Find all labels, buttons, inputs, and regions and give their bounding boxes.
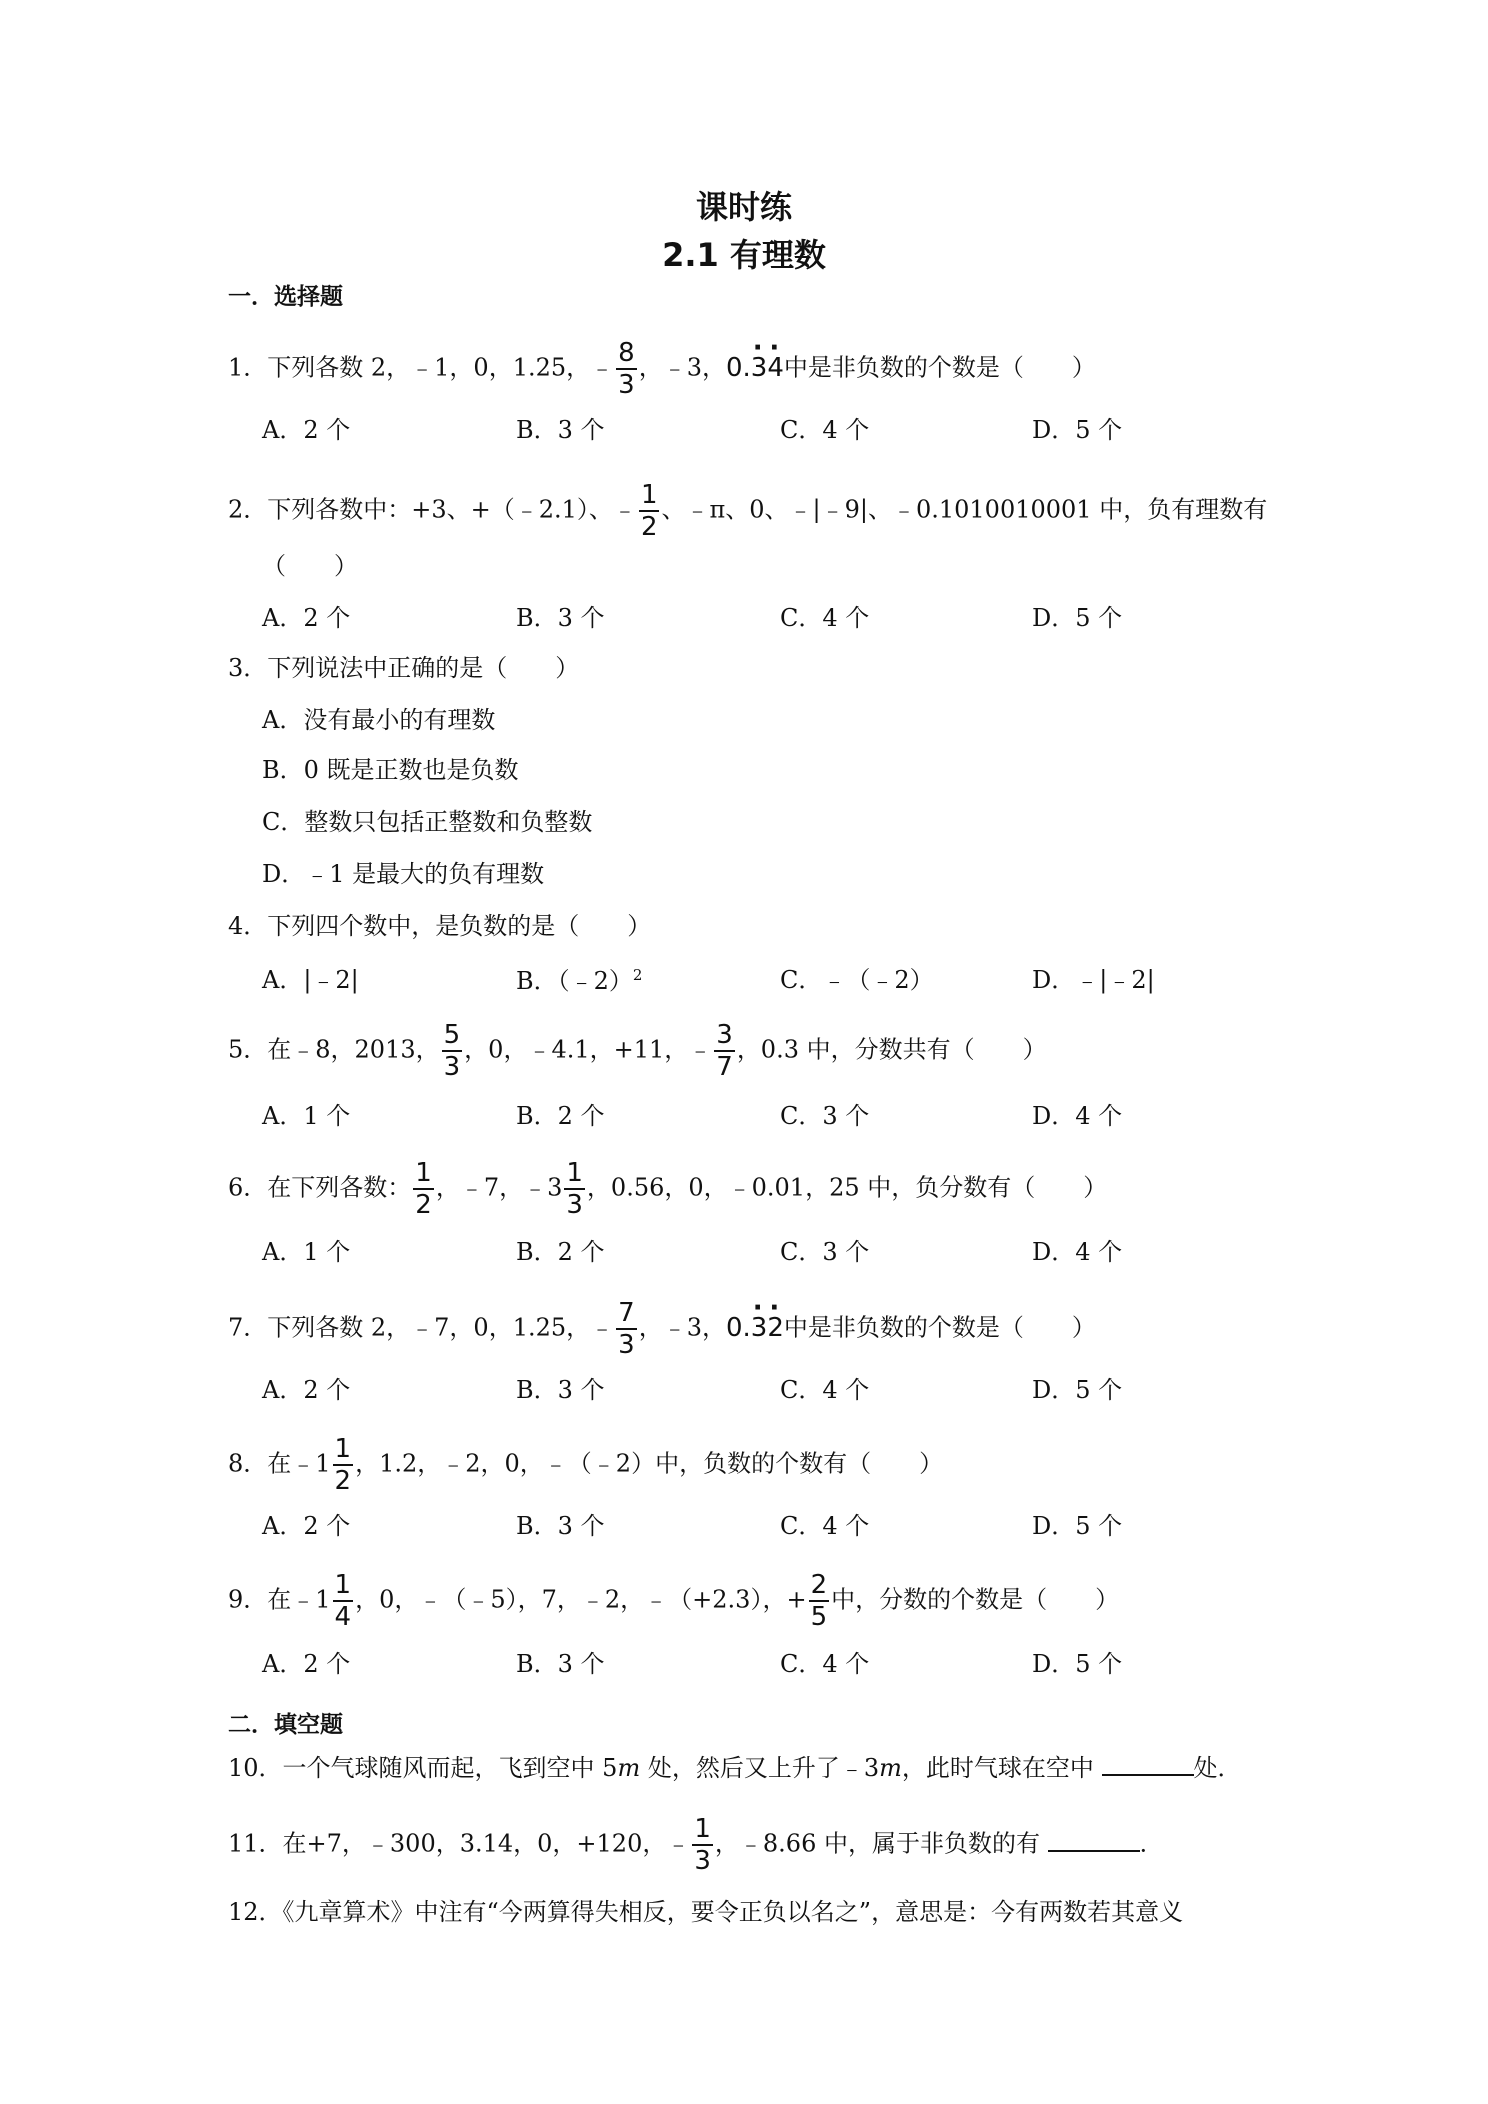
- fraction: $\frac{3}{7}$: [716, 1020, 733, 1082]
- option-c: C．4 个: [780, 1512, 870, 1540]
- section-heading-choice: 一．选择题: [228, 284, 343, 310]
- option-c: C．4 个: [780, 1650, 870, 1678]
- fraction: $\frac{8}{3}$: [618, 338, 635, 400]
- option-c: C．3 个: [780, 1238, 870, 1266]
- answer-blank: [1102, 1774, 1194, 1776]
- option-b: B．3 个: [516, 1376, 605, 1404]
- question-12: 12．《九章算术》中注有“今两算得失相反，要令正负以名之”，意思是：今有两数若其意义: [228, 1898, 1184, 1926]
- question-8: 8．在﹣1 $\frac{1}{2}$ ，1.2，﹣2，0，﹣（﹣2）中，负数的个数有（ ）: [228, 1434, 944, 1496]
- question-11: 11．在+7，﹣300，3.14，0，+120，﹣ $\frac{1}{3}$ ，﹣8.66 中，属于非负数的有 ．: [228, 1814, 1164, 1876]
- option-d: D．4 个: [1032, 1102, 1123, 1130]
- option-b: B．3 个: [516, 1650, 605, 1678]
- question-6: 6．在下列各数： $\frac{1}{2}$ ，﹣7，﹣3 $\frac{1}{3}$ ，0.56，0，﹣0.01，25 中，负分数有（ ）: [228, 1158, 1108, 1220]
- page-title: 课时练: [695, 188, 792, 226]
- option-c: C．整数只包括正整数和负整数: [262, 808, 593, 836]
- option-a: A．2 个: [262, 604, 351, 632]
- option-b: B．2 个: [516, 1102, 605, 1130]
- option-d: D．5 个: [1032, 416, 1123, 444]
- question-1: 1．下列各数 2，﹣1，0，1.25，﹣ $\frac{8}{3}$ ，﹣3，0.· 3· 4中是非负数的个数是（ ）: [228, 340, 1096, 398]
- option-c: C．﹣（﹣2）: [780, 966, 934, 994]
- fraction: $\frac{1}{4}$: [334, 1570, 352, 1632]
- option-a: A．没有最小的有理数: [262, 706, 496, 734]
- question-3: 3．下列说法中正确的是（ ）: [228, 654, 580, 682]
- option-c: C．4 个: [780, 1376, 870, 1404]
- answer-blank: [1048, 1850, 1140, 1852]
- fraction: $\frac{1}{2}$: [640, 480, 658, 542]
- question-2-paren: （ ）: [262, 552, 358, 580]
- option-c: C．4 个: [780, 604, 870, 632]
- option-a: A．1 个: [262, 1238, 351, 1266]
- section-heading-fill: 二．填空题: [228, 1712, 343, 1738]
- option-a: A．2 个: [262, 416, 351, 444]
- option-d: D．4 个: [1032, 1238, 1123, 1266]
- option-a: A．|﹣2|: [262, 966, 359, 994]
- fraction: $\frac{1}{3}$: [694, 1814, 711, 1876]
- option-a: A．1 个: [262, 1102, 351, 1130]
- question-4: 4．下列四个数中，是负数的是（ ）: [228, 912, 652, 940]
- fraction: $\frac{2}{5}$: [810, 1570, 828, 1632]
- page-subtitle: 2.1 有理数: [662, 236, 826, 274]
- option-b: B．3 个: [516, 416, 605, 444]
- fraction: $\frac{1}{2}$: [334, 1434, 352, 1496]
- question-9: 9．在﹣1 $\frac{1}{4}$ ，0，﹣（﹣5），7，﹣2，﹣（+2.3），+ $\frac{2}{5}$ 中，分数的个数是（ ）: [228, 1570, 1120, 1632]
- option-b: B．2 个: [516, 1238, 605, 1266]
- repeating-decimal: 0.· 3· 2: [726, 1313, 784, 1343]
- fraction: $\frac{7}{3}$: [618, 1298, 635, 1360]
- option-d: D．5 个: [1032, 1376, 1123, 1404]
- repeating-decimal: 0.· 3· 4: [726, 353, 784, 383]
- option-d: D．5 个: [1032, 604, 1123, 632]
- option-c: C．3 个: [780, 1102, 870, 1130]
- question-7: 7．下列各数 2，﹣7，0，1.25，﹣ $\frac{7}{3}$ ，﹣3，0.· 3· 2中是非负数的个数是（ ）: [228, 1300, 1096, 1358]
- option-d: D．﹣1 是最大的负有理数: [262, 860, 545, 888]
- option-a: A．2 个: [262, 1512, 351, 1540]
- fraction: $\frac{1}{3}$: [566, 1158, 583, 1220]
- option-b: B．0 既是正数也是负数: [262, 756, 519, 784]
- question-10: 10．一个气球随风而起，飞到空中 5m 处，然后又上升了﹣3m，此时气球在空中 处．: [228, 1754, 1242, 1782]
- option-d: D．5 个: [1032, 1512, 1123, 1540]
- fraction: $\frac{1}{2}$: [415, 1158, 432, 1220]
- option-d: D．5 个: [1032, 1650, 1123, 1678]
- option-a: A．2 个: [262, 1376, 351, 1404]
- option-b: B．（﹣2）$^2$: [516, 966, 643, 995]
- fraction: $\frac{5}{3}$: [443, 1020, 461, 1082]
- option-b: B．3 个: [516, 1512, 605, 1540]
- option-a: A．2 个: [262, 1650, 351, 1678]
- option-d: D．﹣|﹣2|: [1032, 966, 1155, 994]
- question-2: 2．下列各数中：+3、+（﹣2.1）、﹣ $\frac{1}{2}$ 、﹣π、0、﹣|﹣9|、﹣0.1010010001 中，负有理数有: [228, 480, 1268, 542]
- question-5: 5．在﹣8，2013， $\frac{5}{3}$ ，0，﹣4.1，+11，﹣ $\frac{3}{7}$ ，0.3 中，分数共有（ ）: [228, 1020, 1047, 1082]
- option-b: B．3 个: [516, 604, 605, 632]
- option-c: C．4 个: [780, 416, 870, 444]
